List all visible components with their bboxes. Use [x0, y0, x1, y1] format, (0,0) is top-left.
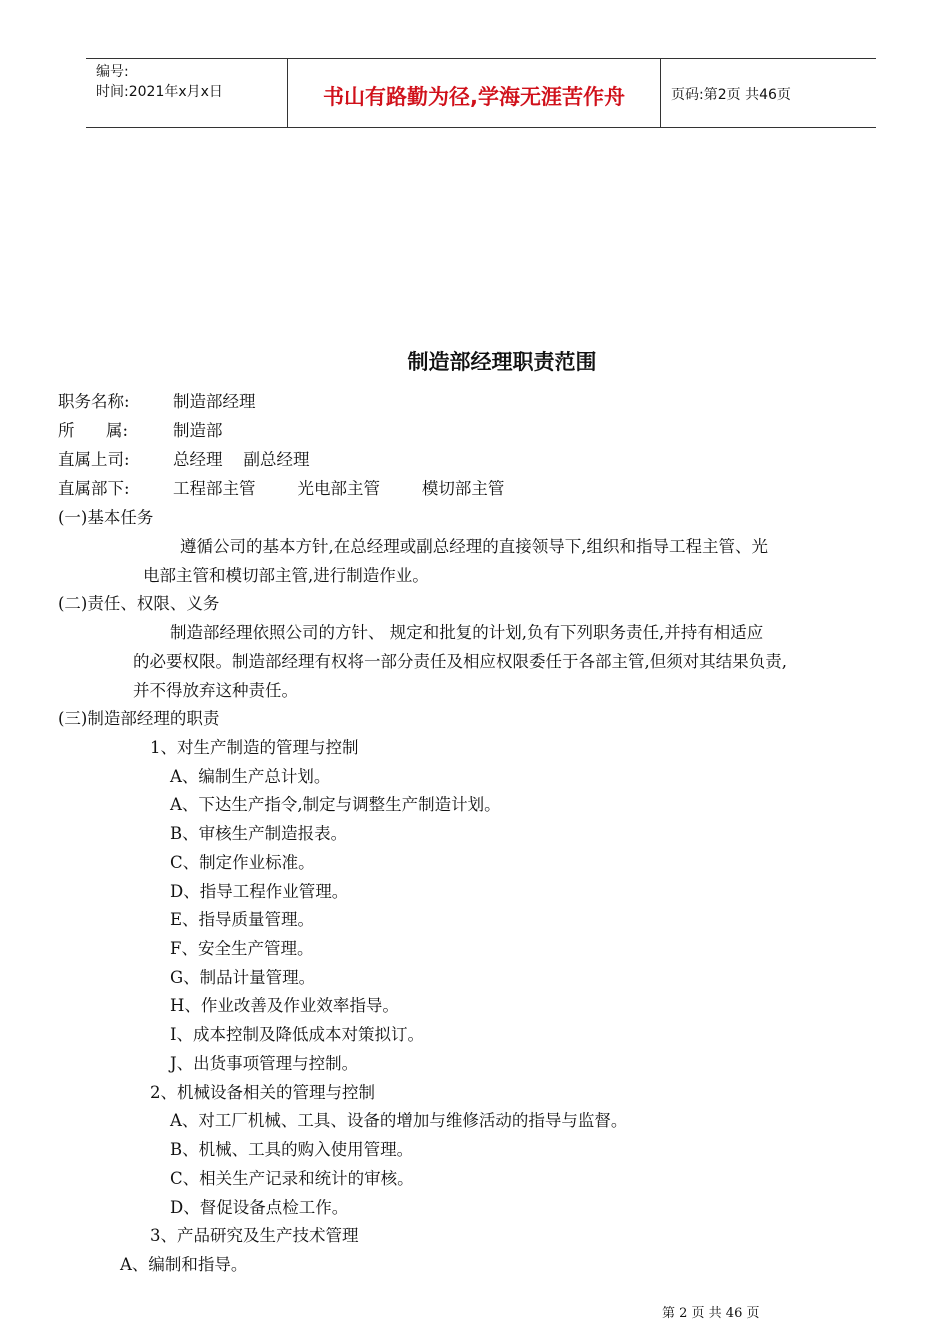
field-value: 制造部经理	[173, 392, 256, 411]
field-subordinate	[58, 479, 504, 499]
list-item: F、安全生产管理。	[170, 939, 314, 958]
subsection-heading: 3、产品研究及生产技术管理	[150, 1226, 359, 1245]
paragraph-line: 遵循公司的基本方针,在总经理或副总经理的直接领导下,组织和指导工程主管、光	[180, 537, 768, 556]
page-header	[86, 58, 876, 128]
list-item: C、相关生产记录和统计的审核。	[170, 1169, 414, 1188]
field-value: 工程部主管 光电部主管 模切部主管	[173, 479, 505, 498]
section-heading: (一)基本任务	[58, 508, 154, 527]
list-item: D、督促设备点检工作。	[170, 1198, 349, 1217]
header-motto-cell	[288, 59, 661, 127]
paragraph-line: 电部主管和模切部主管,进行制造作业。	[143, 566, 429, 585]
list-item: I、成本控制及降低成本对策拟订。	[170, 1025, 425, 1044]
header-meta-cell	[86, 59, 288, 127]
field-label: 直属上司:	[58, 450, 130, 469]
field-job-name	[58, 392, 256, 412]
field-department	[58, 421, 223, 441]
field-label: 职务名称:	[58, 392, 130, 411]
list-item: G、制品计量管理。	[170, 968, 316, 987]
list-item: A、编制和指导。	[120, 1255, 248, 1274]
list-item: C、制定作业标准。	[170, 853, 315, 872]
page-footer: 第 2 页 共 46 页	[662, 1306, 760, 1321]
list-item: B、机械、工具的购入使用管理。	[170, 1140, 414, 1159]
header-page-info: 页码:第2页 共46页	[671, 87, 791, 103]
field-value: 制造部	[173, 421, 223, 440]
document-time-label: 时间:2021年x月x日	[96, 84, 223, 100]
list-item: J、出货事项管理与控制。	[170, 1054, 359, 1073]
paragraph-line: 制造部经理依照公司的方针、 规定和批复的计划,负有下列职务责任,并持有相适应	[170, 623, 764, 642]
field-label: 所 属:	[58, 421, 129, 440]
list-item: B、审核生产制造报表。	[170, 824, 348, 843]
paragraph-line: 的必要权限。制造部经理有权将一部分责任及相应权限委任于各部主管,但须对其结果负责,	[133, 652, 787, 671]
header-page-cell	[661, 59, 876, 127]
field-superior	[58, 450, 309, 470]
section-heading: (三)制造部经理的职责	[58, 709, 220, 728]
document-title: 制造部经理职责范围	[407, 350, 597, 374]
document-number-label: 编号:	[96, 64, 129, 80]
subsection-heading: 1、对生产制造的管理与控制	[150, 738, 359, 757]
subsection-heading: 2、机械设备相关的管理与控制	[150, 1083, 375, 1102]
field-value: 总经理 副总经理	[173, 450, 310, 469]
header-motto: 书山有路勤为径,学海无涯苦作舟	[323, 85, 625, 109]
list-item: A、对工厂机械、工具、设备的增加与维修活动的指导与监督。	[170, 1111, 628, 1130]
list-item: A、下达生产指令,制定与调整生产制造计划。	[170, 795, 501, 814]
list-item: E、指导质量管理。	[170, 910, 315, 929]
list-item: H、作业改善及作业效率指导。	[170, 996, 399, 1015]
section-heading: (二)责任、权限、义务	[58, 594, 220, 613]
list-item: D、指导工程作业管理。	[170, 882, 349, 901]
paragraph-line: 并不得放弃这种责任。	[133, 681, 298, 700]
list-item: A、编制生产总计划。	[170, 767, 331, 786]
field-label: 直属部下:	[58, 479, 130, 498]
